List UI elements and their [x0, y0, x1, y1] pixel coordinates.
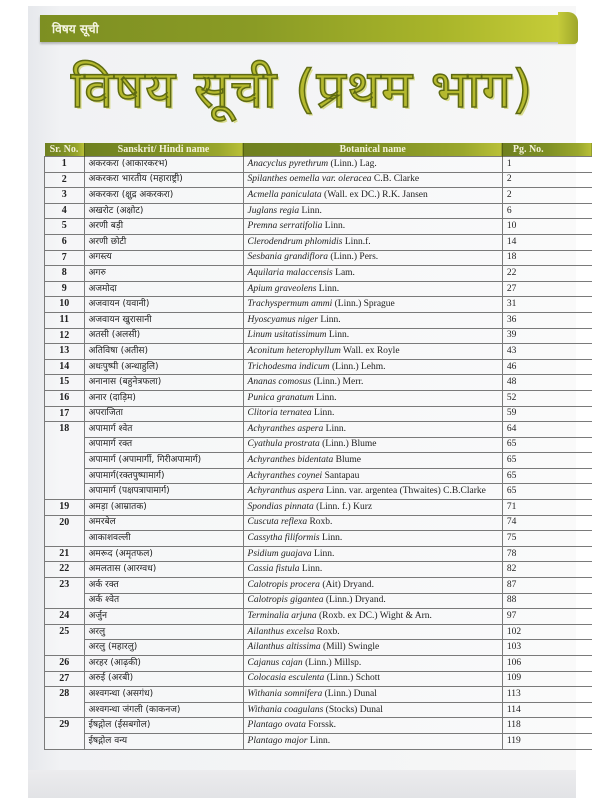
botanical-name-cell	[243, 281, 502, 297]
botanical-authority: Linn.	[313, 392, 337, 403]
table-row	[45, 531, 593, 547]
botanical-species: Anacyclus pyrethrum	[247, 158, 329, 169]
botanical-name-cell	[243, 609, 502, 625]
sr-no-cell: 13	[45, 344, 85, 360]
hindi-name-cell: अपामार्ग (पक्षपत्रापामार्ग)	[84, 484, 243, 500]
botanical-name-cell	[243, 266, 502, 282]
botanical-name-cell	[243, 733, 502, 749]
botanical-species: Apium graveolens	[247, 283, 317, 294]
table-row	[45, 562, 593, 578]
hindi-name-cell: अश्वगन्धा (असगंध)	[84, 687, 243, 703]
table-row	[45, 266, 593, 282]
band-curl-decoration	[558, 12, 578, 44]
botanical-authority: Linn. var. argentea (Thwaites) C.B.Clarke	[323, 486, 486, 497]
sr-no-cell: 27	[45, 671, 85, 687]
botanical-species: Calotropis procera	[247, 579, 320, 590]
page-number-cell: 78	[502, 546, 592, 562]
page-number-cell: 88	[502, 593, 592, 609]
hindi-name-cell: अपामार्ग रक्त	[84, 437, 243, 453]
page-number-cell: 74	[502, 515, 592, 531]
botanical-species: Achyranthes bidentata	[247, 455, 334, 466]
page-number-cell: 59	[502, 406, 592, 422]
table-header-row	[45, 143, 593, 157]
sr-no-cell: 21	[45, 546, 85, 562]
botanical-species: Achyranthus aspera	[247, 486, 324, 497]
botanical-species: Acmella paniculata	[247, 189, 322, 200]
botanical-authority: Linn.	[307, 735, 331, 746]
botanical-species: Calotropis gigantea	[247, 595, 324, 606]
botanical-authority: Roxb.	[314, 626, 340, 637]
page-number-cell: 102	[502, 624, 592, 640]
page-number-cell: 1	[502, 157, 592, 173]
section-header-band	[40, 15, 575, 42]
botanical-authority: Linn.	[317, 314, 341, 325]
hindi-name-cell: अगरु	[84, 266, 243, 282]
page-number-cell: 103	[502, 640, 592, 656]
page-number-cell: 82	[502, 562, 592, 578]
hindi-name-cell: अजवायन खुरासानी	[84, 312, 243, 328]
botanical-authority: (Mill) Swingle	[320, 642, 380, 653]
sr-no-cell: 15	[45, 375, 85, 391]
table-row	[45, 718, 593, 734]
hindi-name-cell: अरलु	[84, 624, 243, 640]
botanical-species: Achyranthes coynei	[247, 470, 323, 481]
botanical-authority: (Linn.) Lag.	[328, 158, 377, 169]
botanical-name-cell	[243, 718, 502, 734]
table-row	[45, 702, 593, 718]
table-row	[45, 515, 593, 531]
botanical-name-cell	[243, 188, 502, 204]
sr-no-cell: 26	[45, 656, 85, 672]
botanical-name-cell	[243, 422, 502, 438]
sr-no-cell: 22	[45, 562, 85, 578]
botanical-species: Ailanthus altissima	[247, 642, 321, 653]
page-number-cell: 118	[502, 718, 592, 734]
table-row	[45, 671, 593, 687]
column-header-hindi-name: Sanskrit/ Hindi name	[84, 143, 243, 157]
botanical-authority: Linn.	[326, 330, 350, 341]
hindi-name-cell: अर्क रक्त	[84, 578, 243, 594]
botanical-species: Ananas comosus	[247, 377, 312, 388]
hindi-name-cell: अश्वगन्धा जंगली (काकनज)	[84, 702, 243, 718]
table-row	[45, 344, 593, 360]
sr-no-cell: 3	[45, 188, 85, 204]
page-number-cell: 43	[502, 344, 592, 360]
hindi-name-cell: ईषद्गोल वन्य	[84, 733, 243, 749]
page-number-cell: 106	[502, 656, 592, 672]
table-row	[45, 624, 593, 640]
page-number-cell: 36	[502, 312, 592, 328]
sr-no-cell: 16	[45, 390, 85, 406]
sr-no-cell: 6	[45, 234, 85, 250]
botanical-species: Ailanthus excelsa	[247, 626, 315, 637]
table-row	[45, 312, 593, 328]
page-number-cell: 27	[502, 281, 592, 297]
botanical-name-cell	[243, 375, 502, 391]
hindi-name-cell: अखरोट (अक्षोट)	[84, 203, 243, 219]
hindi-name-cell: अनार (दाड़िम)	[84, 390, 243, 406]
table-row	[45, 733, 593, 749]
sr-no-cell: 4	[45, 203, 85, 219]
botanical-authority: Linn.	[311, 408, 335, 419]
page-number-cell: 119	[502, 733, 592, 749]
botanical-name-cell	[243, 546, 502, 562]
botanical-authority: Lam.	[332, 267, 355, 278]
page-bottom-margin	[28, 770, 576, 798]
hindi-name-cell: अजवायन (यवानी)	[84, 297, 243, 313]
hindi-name-cell: अनानास (बहुनेत्रफला)	[84, 375, 243, 391]
sr-no-cell: 8	[45, 266, 85, 282]
sr-no-cell: 11	[45, 312, 85, 328]
botanical-name-cell	[243, 437, 502, 453]
table-row	[45, 406, 593, 422]
botanical-species: Linum usitatissimum	[247, 330, 327, 341]
sr-no-cell: 19	[45, 500, 85, 516]
botanical-name-cell	[243, 593, 502, 609]
botanical-species: Cyathula prostrata	[247, 439, 320, 450]
page-number-cell: 2	[502, 172, 592, 188]
hindi-name-cell: अजमोदा	[84, 281, 243, 297]
botanical-species: Colocasia esculenta	[247, 673, 325, 684]
botanical-species: Cuscuta reflexa	[247, 517, 308, 528]
botanical-authority: (Ait) Dryand.	[319, 579, 375, 590]
botanical-name-cell	[243, 468, 502, 484]
botanical-name-cell	[243, 578, 502, 594]
hindi-name-cell: अतिविषा (अतीस)	[84, 344, 243, 360]
botanical-name-cell	[243, 312, 502, 328]
hindi-name-cell: ईषद्गोल (ईसबगोल)	[84, 718, 243, 734]
page-number-cell: 113	[502, 687, 592, 703]
botanical-name-cell	[243, 656, 502, 672]
sr-no-cell: 12	[45, 328, 85, 344]
sr-no-cell: 29	[45, 718, 85, 749]
page-number-cell: 87	[502, 578, 592, 594]
table-row	[45, 422, 593, 438]
page-number-cell: 65	[502, 468, 592, 484]
sr-no-cell: 28	[45, 687, 85, 718]
botanical-species: Clerodendrum phlomidis	[247, 236, 343, 247]
botanical-authority: Linn.	[299, 564, 323, 575]
sr-no-cell: 7	[45, 250, 85, 266]
table-row	[45, 281, 593, 297]
botanical-authority: (Linn.) Dryand.	[323, 595, 386, 606]
botanical-species: Punica granatum	[247, 392, 314, 403]
table-row	[45, 468, 593, 484]
page-number-cell: 31	[502, 297, 592, 313]
page-number-cell: 18	[502, 250, 592, 266]
hindi-name-cell: अरणी छोटी	[84, 234, 243, 250]
botanical-name-cell	[243, 344, 502, 360]
botanical-name-cell	[243, 157, 502, 173]
hindi-name-cell: अगस्त्य	[84, 250, 243, 266]
hindi-name-cell: अमड़ा (आम्रातक)	[84, 500, 243, 516]
table-row	[45, 437, 593, 453]
botanical-species: Withania coagulans	[247, 704, 324, 715]
page-number-cell: 114	[502, 702, 592, 718]
table-row	[45, 656, 593, 672]
botanical-species: Aconitum heterophyllum	[247, 345, 341, 356]
botanical-species: Premna serratifolia	[247, 221, 323, 232]
botanical-name-cell	[243, 390, 502, 406]
table-row	[45, 687, 593, 703]
botanical-species: Achyranthes aspera	[247, 423, 324, 434]
botanical-authority: (Linn.) Lehm.	[329, 361, 386, 372]
page-number-cell: 48	[502, 375, 592, 391]
sr-no-cell: 10	[45, 297, 85, 313]
hindi-name-cell: अपराजिता	[84, 406, 243, 422]
hindi-name-cell: अपामार्ग श्वेत	[84, 422, 243, 438]
botanical-name-cell	[243, 172, 502, 188]
table-row	[45, 609, 593, 625]
hindi-name-cell: अमलतास (आरग्वध)	[84, 562, 243, 578]
botanical-name-cell	[243, 203, 502, 219]
table-row	[45, 390, 593, 406]
botanical-name-cell	[243, 515, 502, 531]
page-number-cell: 46	[502, 359, 592, 375]
botanical-species: Hyoscyamus niger	[247, 314, 318, 325]
botanical-authority: (Linn.) Pers.	[328, 252, 379, 263]
hindi-name-cell: अपामार्ग (अपामार्गी, गिरीअपामार्ग)	[84, 453, 243, 469]
botanical-authority: Forssk.	[305, 720, 336, 731]
table-row	[45, 359, 593, 375]
page-number-cell: 65	[502, 453, 592, 469]
page-number-cell: 6	[502, 203, 592, 219]
sr-no-cell: 2	[45, 172, 85, 188]
page-number-cell: 14	[502, 234, 592, 250]
botanical-name-cell	[243, 624, 502, 640]
hindi-name-cell: अर्क श्वेत	[84, 593, 243, 609]
sr-no-cell: 1	[45, 157, 85, 173]
botanical-authority: Linn.	[311, 548, 335, 559]
botanical-name-cell	[243, 219, 502, 235]
hindi-name-cell: अकरकरा भारतीय (महाराष्ट्री)	[84, 172, 243, 188]
table-row	[45, 500, 593, 516]
page-number-cell: 109	[502, 671, 592, 687]
section-label: विषय सूची	[52, 22, 99, 36]
botanical-species: Juglans regia	[247, 205, 300, 216]
page-number-cell: 64	[502, 422, 592, 438]
botanical-authority: (Linn.) Sprague	[332, 299, 395, 310]
page-number-cell: 22	[502, 266, 592, 282]
table-row	[45, 453, 593, 469]
botanical-name-cell	[243, 359, 502, 375]
sr-no-cell: 5	[45, 219, 85, 235]
botanical-name-cell	[243, 531, 502, 547]
botanical-name-cell	[243, 484, 502, 500]
sr-no-cell: 14	[45, 359, 85, 375]
botanical-authority: (Linn. f.) Kurz	[313, 501, 373, 512]
hindi-name-cell: अमरबेल	[84, 515, 243, 531]
hindi-name-cell: अरणी बड़ी	[84, 219, 243, 235]
botanical-name-cell	[243, 640, 502, 656]
hindi-name-cell: अपामार्ग(रक्तपुष्पामार्ग)	[84, 468, 243, 484]
table-row	[45, 234, 593, 250]
table-row	[45, 484, 593, 500]
page-number-cell: 39	[502, 328, 592, 344]
page-number-cell: 97	[502, 609, 592, 625]
table-row	[45, 578, 593, 594]
botanical-name-cell	[243, 500, 502, 516]
botanical-authority: (Wall. ex DC.) R.K. Jansen	[321, 189, 428, 200]
table-row	[45, 188, 593, 204]
page-number-cell: 52	[502, 390, 592, 406]
hindi-name-cell: अधःपुष्पी (अन्धाहुलि)	[84, 359, 243, 375]
sr-no-cell: 18	[45, 422, 85, 500]
botanical-name-cell	[243, 297, 502, 313]
table-row	[45, 640, 593, 656]
table-row	[45, 328, 593, 344]
botanical-authority: Linn.f.	[342, 236, 371, 247]
botanical-authority: C.B. Clarke	[371, 174, 420, 185]
botanical-authority: Linn.	[299, 205, 322, 216]
table-body	[45, 157, 593, 750]
sr-no-cell: 9	[45, 281, 85, 297]
hindi-name-cell: अर्जुन	[84, 609, 243, 625]
botanical-species: Clitoria ternatea	[247, 408, 312, 419]
page-number-cell: 75	[502, 531, 592, 547]
botanical-species: Trichodesma indicum	[247, 361, 330, 372]
botanical-species: Cassia fistula	[247, 564, 300, 575]
botanical-authority: Santapau	[322, 470, 360, 481]
botanical-authority: (Linn.) Dunal	[322, 688, 377, 699]
table-row	[45, 219, 593, 235]
botanical-species: Spilanthes oemella var. oleracea	[247, 174, 372, 185]
table-row	[45, 546, 593, 562]
page-number-cell: 10	[502, 219, 592, 235]
botanical-species: Spondias pinnata	[247, 501, 314, 512]
sr-no-cell: 17	[45, 406, 85, 422]
botanical-species: Trachyspermum ammi	[247, 299, 333, 310]
table-row	[45, 250, 593, 266]
botanical-authority: (Linn.) Blume	[319, 439, 377, 450]
column-header-sr-no: Sr. No.	[45, 143, 85, 157]
page-number-cell: 2	[502, 188, 592, 204]
hindi-name-cell: अतसी (अलसी)	[84, 328, 243, 344]
botanical-species: Cassytha filiformis	[247, 533, 320, 544]
botanical-name-cell	[243, 671, 502, 687]
botanical-authority: (Linn.) Millsp.	[302, 657, 362, 668]
botanical-authority: Linn.	[323, 423, 346, 434]
page-number-cell: 65	[502, 437, 592, 453]
table-row	[45, 297, 593, 313]
hindi-name-cell: अकरकरा (क्षुद्र अकरकरा)	[84, 188, 243, 204]
sr-no-cell: 20	[45, 515, 85, 546]
page-title: विषय सूची (प्रथम भाग)	[70, 60, 534, 120]
botanical-species: Aquilaria malaccensis	[247, 267, 333, 278]
hindi-name-cell: अरुई (अरबी)	[84, 671, 243, 687]
column-header-page-no: Pg. No.	[502, 143, 592, 157]
page-number-cell: 65	[502, 484, 592, 500]
botanical-name-cell	[243, 406, 502, 422]
botanical-name-cell	[243, 687, 502, 703]
botanical-name-cell	[243, 234, 502, 250]
botanical-name-cell	[243, 453, 502, 469]
page-number-cell: 71	[502, 500, 592, 516]
botanical-species: Cajanus cajan	[247, 657, 303, 668]
sr-no-cell: 25	[45, 624, 85, 655]
table-row	[45, 157, 593, 173]
botanical-authority: (Stocks) Dunal	[323, 704, 383, 715]
table-row	[45, 203, 593, 219]
botanical-name-cell	[243, 702, 502, 718]
botanical-species: Plantago ovata	[247, 720, 306, 731]
table-row	[45, 172, 593, 188]
botanical-name-cell	[243, 328, 502, 344]
hindi-name-cell: अरहर (आढ़की)	[84, 656, 243, 672]
botanical-species: Psidium guajava	[247, 548, 312, 559]
botanical-authority: Roxb.	[307, 517, 333, 528]
hindi-name-cell: अरलु (महारलु)	[84, 640, 243, 656]
botanical-authority: Linn.	[316, 283, 340, 294]
table-row	[45, 375, 593, 391]
contents-table	[44, 143, 592, 750]
botanical-authority: Blume	[333, 455, 361, 466]
hindi-name-cell: अकरकरा (आकारकरभ)	[84, 157, 243, 173]
botanical-name-cell	[243, 562, 502, 578]
botanical-species: Sesbania grandiflora	[247, 252, 329, 263]
botanical-authority: (Linn.) Merr.	[311, 377, 364, 388]
botanical-authority: Linn.	[322, 221, 346, 232]
botanical-name-cell	[243, 250, 502, 266]
botanical-species: Withania somnifera	[247, 688, 323, 699]
botanical-authority: (Roxb. ex DC.) Wight & Arn.	[316, 611, 432, 622]
botanical-species: Plantago major	[247, 735, 308, 746]
sr-no-cell: 24	[45, 609, 85, 625]
table-row	[45, 593, 593, 609]
botanical-authority: Linn.	[319, 533, 343, 544]
hindi-name-cell: अमरूद (अमृतफल)	[84, 546, 243, 562]
botanical-authority: (Linn.) Schott	[324, 673, 380, 684]
botanical-authority: Wall. ex Royle	[340, 345, 400, 356]
hindi-name-cell: आकाशवल्ली	[84, 531, 243, 547]
sr-no-cell: 23	[45, 578, 85, 609]
botanical-species: Terminalia arjuna	[247, 611, 317, 622]
column-header-botanical-name: Botanical name	[243, 143, 502, 157]
